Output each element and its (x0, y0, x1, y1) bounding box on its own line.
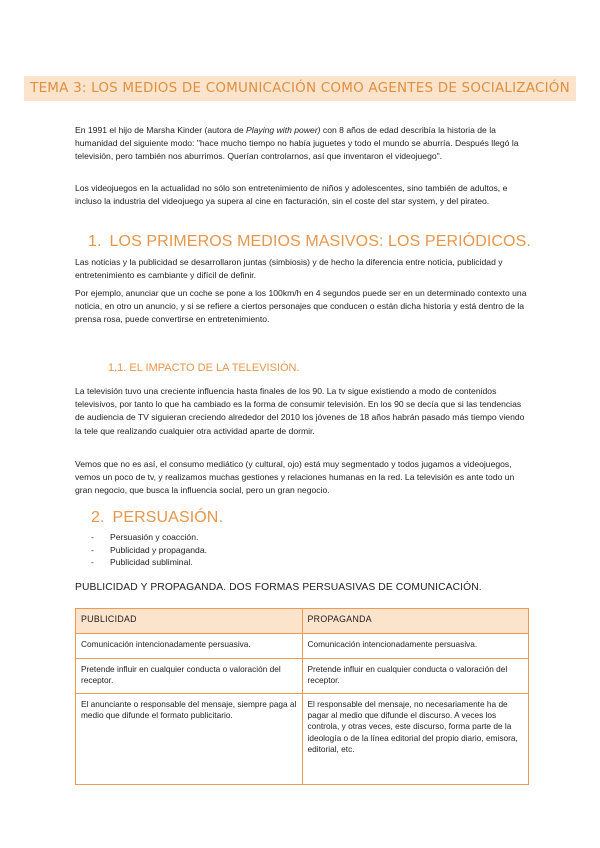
table-cell: Comunicación intencionadamente persuasiva. (302, 634, 529, 659)
bullet-dash: - (91, 532, 94, 542)
table-row (76, 694, 529, 785)
table-cell: Pretende influir en cualquier conducta o valoración del receptor. (302, 659, 529, 694)
document-title: TEMA 3: LOS MEDIOS DE COMUNICACIÓN COMO AGENTES DE SOCIALIZACIÓN (24, 76, 576, 101)
bullet-dash: - (91, 557, 94, 568)
table-header-propaganda: PROPAGANDA (302, 609, 529, 634)
table-header-publicidad: PUBLICIDAD (76, 609, 303, 634)
comparison-subtitle: PUBLICIDAD Y PROPAGANDA. DOS FORMAS PERSUASIVAS DE COMUNICACIÓN. (75, 582, 482, 593)
intro-paragraph-1 (75, 124, 530, 164)
section-2-heading (91, 509, 223, 527)
table-cell: El anunciante o responsable del mensaje, siempre paga al medio que difunde el formato publicitario. (76, 694, 303, 785)
list-item-text: Publicidad subliminal. (110, 557, 193, 568)
section-1-1-paragraph-2: Vemos que no es así, el consumo mediático (y cultural, ojo) está muy segmentado y todos jugamos a videojuegos, vemos un poco de tv, y realizamos muchas gestiones y relaciones humanas en la red. La televisión es ante todo un gran negocio, que busca la influencia social, pero un gran negocio. (75, 459, 515, 496)
section-2-number: 2. (91, 509, 105, 526)
table-cell: Comunicación intencionadamente persuasiva. (76, 634, 303, 659)
bullet-dash: - (91, 544, 94, 555)
book-title: Playing with power) (246, 125, 321, 135)
title-container (0, 76, 600, 101)
section-2-title: PERSUASIÓN. (112, 509, 224, 526)
list-item (91, 556, 207, 569)
intro-text-b: con 8 años de edad describía la historia de la humanidad del siguiente modo: "hace mucho tiempo no había juguetes y todo el mundo se aburría. Después llegó la televisión, pero también nos aburrimos. Querían controlarnos, así que inventaron el videojuego". (75, 125, 519, 162)
section-1-heading (88, 233, 531, 251)
table-cell: Pretende influir en cualquier conducta o valoración del receptor. (76, 659, 303, 694)
section-1-1-heading: 1.1. EL IMPACTO DE LA TELEVISIÓN. (108, 362, 300, 374)
intro-paragraph-2: Los videojuegos en la actualidad no sólo son entretenimiento de niños y adolescentes, sino también de adultos, e incluso la industria del videojuego ya supera al cine en facturación, sin el coste del star system, y del pirateo. (75, 183, 508, 207)
list-item-text: Publicidad y propaganda. (110, 544, 207, 555)
section-1-1-paragraph-1: La televisión tuvo una creciente influencia hasta finales de los 90. La tv sigue existiendo a modo de contenidos televisivos, por tanto lo que ha cambiado es la forma de consumir televisión. En los 90 se decía que si las tendencias de audiencia de TV siguieran creciendo alrededor del 2010 los jóvenes de 18 años habrán pasado más tiempo viendo la tele que realizando cualquier otra actividad aparte de dormir. (75, 386, 525, 436)
comparison-table (75, 608, 529, 785)
list-item (91, 531, 207, 544)
section-1-number: 1. (88, 233, 102, 250)
section-1-title: LOS PRIMEROS MEDIOS MASIVOS: LOS PERIÓDICOS. (109, 233, 531, 250)
table-header-row (76, 609, 529, 634)
list-item (91, 544, 207, 557)
table-row (76, 634, 529, 659)
intro-text-a: En 1991 el hijo de Marsha Kinder (autora de (75, 125, 247, 135)
section-1-paragraph-1: Las noticias y la publicidad se desarrollaron juntas (simbiosis) y de hecho la diferencia entre noticia, publicidad y entretenimiento es cambiante y difícil de definir. (75, 257, 503, 281)
section-2-bullet-list (91, 531, 207, 569)
table-row (76, 659, 529, 694)
section-1-paragraph-2: Por ejemplo, anunciar que un coche se pone a los 100km/h en 4 segundos puede ser en un determinado contexto una noticia, en otro un anuncio, y si se refiere a ciertos personajes que conducen o están dicha historia y está dentro de la prensa rosa, puede convertirse en entretenimiento. (75, 288, 527, 325)
list-item-text: Persuasión y coacción. (110, 532, 199, 542)
table-cell: El responsable del mensaje, no necesariamente ha de pagar al medio que difunde el discurso. A veces los controla, y otras veces, este discurso, forma parte de la ideología o de la línea editorial del propio diario, emisora, editorial, etc. (302, 694, 529, 785)
